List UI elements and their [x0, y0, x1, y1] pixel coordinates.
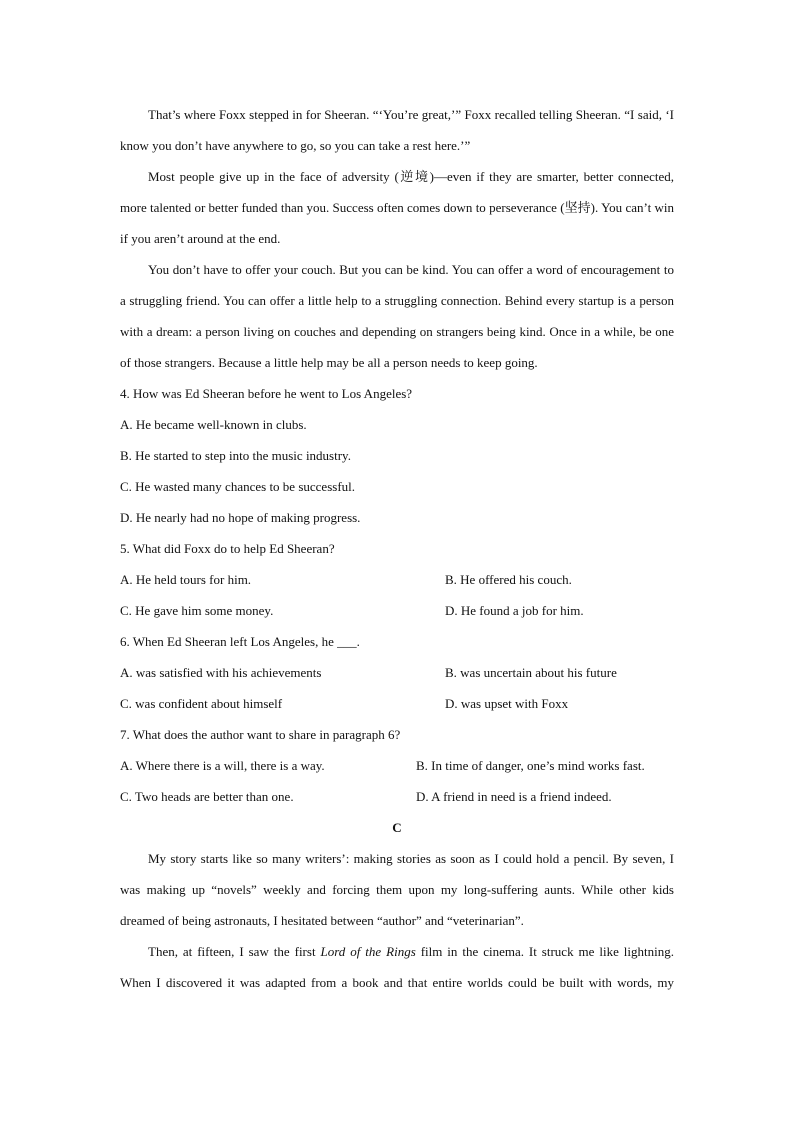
question-4-option-a[interactable]: A. He became well-known in clubs.: [120, 417, 307, 432]
question-6-options-row-2: [120, 688, 674, 719]
question-7-option-d[interactable]: D. A friend in need is a friend indeed.: [416, 789, 612, 804]
question-6-option-a[interactable]: A. was satisfied with his achievements: [120, 665, 322, 680]
page-content: [120, 99, 674, 998]
question-5-option-c[interactable]: C. He gave him some money.: [120, 603, 274, 618]
paragraph-foxx-stepped-in: That’s where Foxx stepped in for Sheeran. “‘You’re great,’” Foxx recalled telling Sheeran. “I said, ‘I know you don’t have anywhere to go, so you can take a rest here.’”: [120, 107, 675, 153]
question-5-option-d[interactable]: D. He found a job for him.: [445, 603, 584, 618]
question-5-stem: 5. What did Foxx do to help Ed Sheeran?: [120, 541, 335, 556]
question-6-option-d[interactable]: D. was upset with Foxx: [445, 696, 569, 711]
question-7-options-row-1: [120, 750, 674, 781]
paragraph-story-starts: My story starts like so many writers’: making stories as soon as I could hold a pencil. By seven, I was making up “novels” weekly and forcing them upon my long-suffering aunts. While other kids dreamed of being astronauts, I hesitated between “author” and “veterinarian”.: [120, 851, 674, 928]
question-7-options-row-2: [120, 781, 674, 812]
question-6-options-row-1: [120, 657, 674, 688]
paragraph-lord-of-the-rings: Then, at fifteen, I saw the first Lord of the Rings film in the cinema. It struck me like lightning. When I discovered it was adapted from a book and that entire worlds could be built with words, my: [120, 944, 674, 990]
question-6-option-b[interactable]: B. was uncertain about his future: [445, 665, 617, 680]
question-6-option-c[interactable]: C. was confident about himself: [120, 696, 283, 711]
question-6-stem: 6. When Ed Sheeran left Los Angeles, he ___.: [120, 634, 360, 649]
paragraph-be-kind: You don’t have to offer your couch. But you can be kind. You can offer a word of encouragement to a struggling friend. You can offer a little help to a struggling connection. Behind every startup is a person with a dream: a person living on couches and depending on strangers being kind. Once in a while, be one of those strangers. Because a little help may be all a person needs to keep going.: [120, 262, 675, 370]
question-5-option-b[interactable]: B. He offered his couch.: [445, 572, 572, 587]
question-4-stem: 4. How was Ed Sheeran before he went to Los Angeles?: [120, 386, 413, 401]
question-7-option-a[interactable]: A. Where there is a will, there is a way.: [120, 758, 325, 773]
question-7-option-c[interactable]: C. Two heads are better than one.: [120, 789, 294, 804]
question-5-options-row-1: [120, 564, 674, 595]
question-4-option-c[interactable]: C. He wasted many chances to be successful.: [120, 479, 356, 494]
question-5-option-a[interactable]: A. He held tours for him.: [120, 572, 252, 587]
question-4-option-d[interactable]: D. He nearly had no hope of making progress.: [120, 510, 361, 525]
question-7-option-b[interactable]: B. In time of danger, one’s mind works fast.: [416, 758, 645, 773]
section-c-heading: C: [392, 820, 402, 835]
film-title: Lord of the Rings: [320, 944, 416, 959]
question-7-stem: 7. What does the author want to share in paragraph 6?: [120, 727, 401, 742]
question-5-options-row-2: [120, 595, 674, 626]
question-4-option-b[interactable]: B. He started to step into the music industry.: [120, 448, 351, 463]
paragraph-adversity: Most people give up in the face of adversity (逆境)—even if they are smarter, better connected, more talented or better funded than you. Success often comes down to perseverance (坚持). You can’t win if you aren’t around at the end.: [120, 169, 674, 246]
